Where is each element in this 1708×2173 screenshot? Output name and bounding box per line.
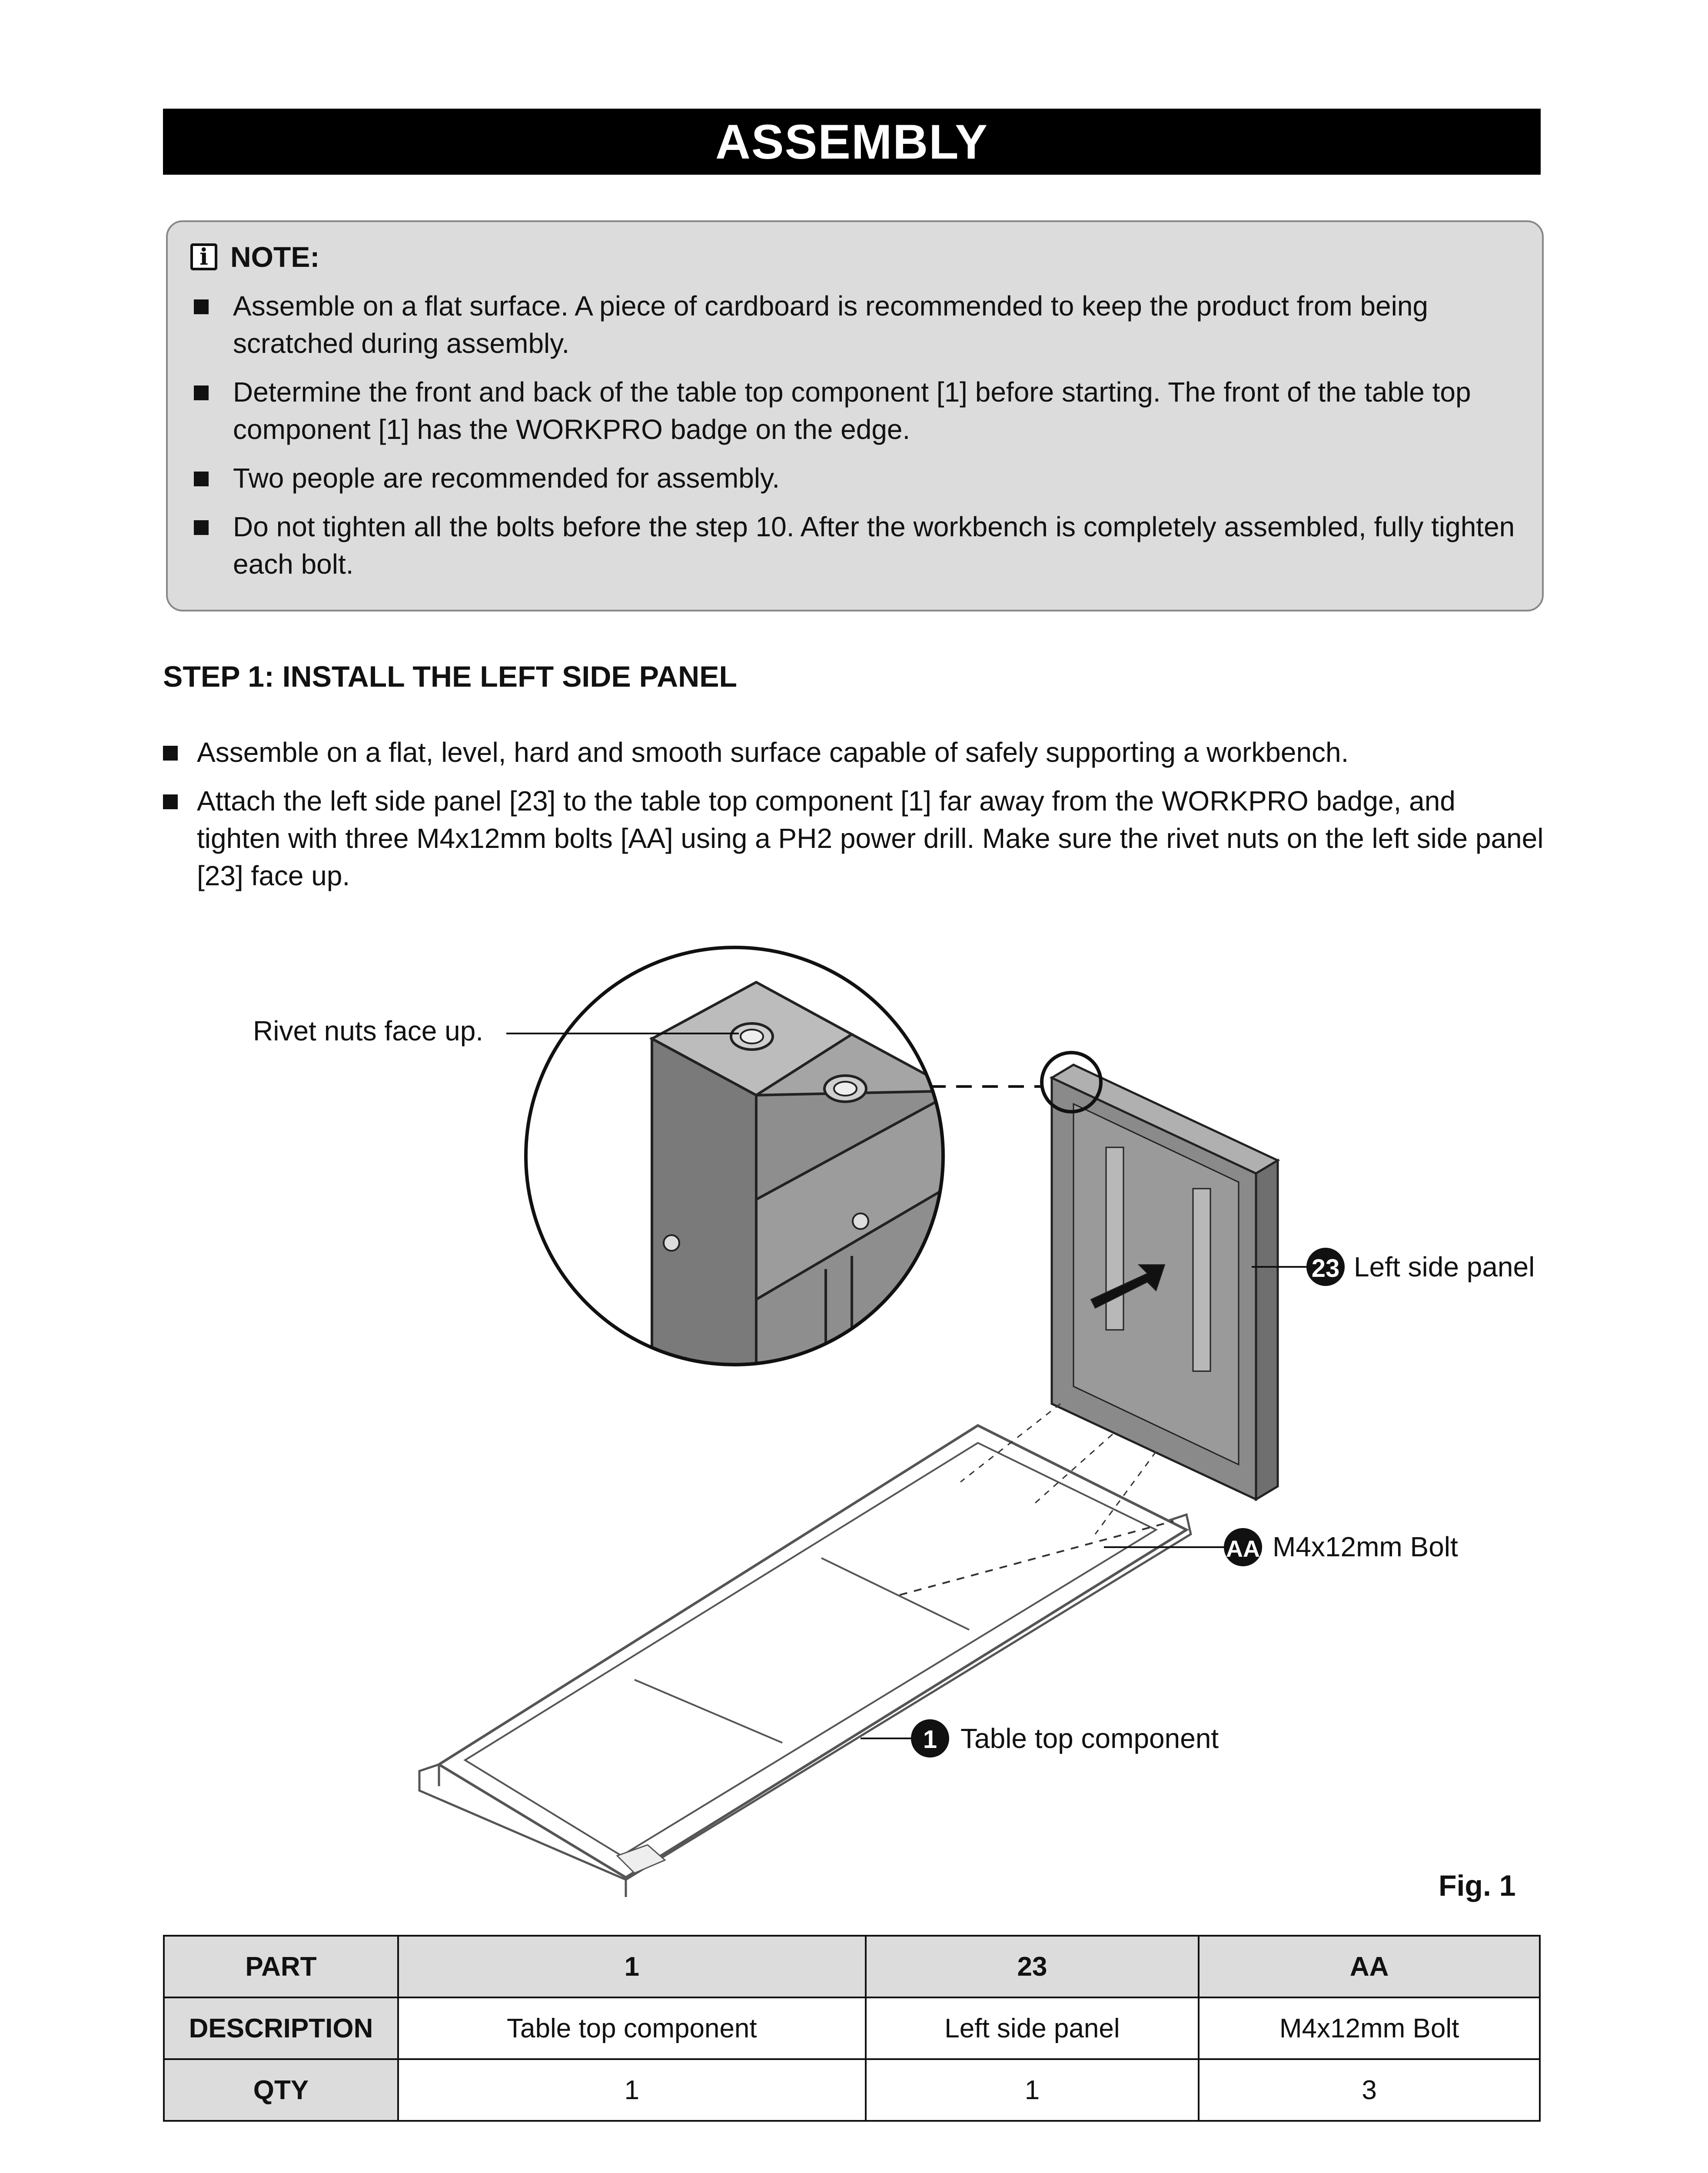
table-cell: 3 <box>1199 2059 1540 2121</box>
badge-1 <box>911 1719 949 1758</box>
svg-text:AA: AA <box>1226 1536 1260 1562</box>
table-cell: AA <box>1199 1936 1540 1997</box>
step-title: STEP 1: INSTALL THE LEFT SIDE PANEL <box>163 660 738 693</box>
note-list <box>194 287 1519 594</box>
assembly-illustration <box>0 921 1708 1930</box>
table-cell: Left side panel <box>866 1997 1199 2059</box>
bolt-label: M4x12mm Bolt <box>1273 1531 1458 1562</box>
note-box <box>166 220 1544 611</box>
bullet-square-icon <box>163 746 178 761</box>
table-cell: DESCRIPTION <box>164 1997 398 2059</box>
bullet-square-icon <box>194 299 209 314</box>
table-top-label: Table top component <box>960 1723 1219 1754</box>
note-title: NOTE: <box>230 241 320 273</box>
table-cell: PART <box>164 1936 398 1997</box>
section-title: ASSEMBLY <box>715 114 988 169</box>
table-cell: Table top component <box>398 1997 866 2059</box>
table-cell: M4x12mm Bolt <box>1199 1997 1540 2059</box>
bullet-square-icon <box>194 520 209 535</box>
step-item: Attach the left side panel [23] to the table top component [1] far away from the WORKPRO badge, and tighten with three M4x12mm bolts [AA] using a PH2 power drill. Make sure the rivet nuts on the left side panel [23] face up. <box>163 782 1545 894</box>
bullet-square-icon <box>194 385 209 400</box>
step-item: Assemble on a flat, level, hard and smooth surface capable of safely supporting a workbench. <box>163 734 1545 771</box>
info-icon: i <box>190 243 217 270</box>
svg-text:23: 23 <box>1311 1254 1340 1283</box>
step-list <box>163 734 1545 906</box>
table-cell: 23 <box>866 1936 1199 1997</box>
table-top-drawing <box>419 1425 1191 1897</box>
table-header-row <box>164 1936 1540 1997</box>
table-cell: 1 <box>398 1936 866 1997</box>
table-row <box>164 1997 1540 2059</box>
table-row <box>164 2059 1540 2121</box>
table-cell: 1 <box>866 2059 1199 2121</box>
rivet-callout-label: Rivet nuts face up. <box>253 1015 484 1047</box>
section-header <box>163 109 1541 175</box>
table-cell: QTY <box>164 2059 398 2121</box>
figure-caption: Fig. 1 <box>1439 1869 1516 1902</box>
note-item: Do not tighten all the bolts before the step 10. After the workbench is completely assembled, fully tighten each bolt. <box>194 508 1519 583</box>
badge-23 <box>1306 1248 1345 1286</box>
badge-aa <box>1224 1528 1262 1566</box>
table-cell: 1 <box>398 2059 866 2121</box>
note-item: Two people are recommended for assembly. <box>194 459 1519 497</box>
rivet-nut-detail <box>506 939 956 1399</box>
note-heading <box>190 240 319 273</box>
note-item: Assemble on a flat surface. A piece of cardboard is recommended to keep the product from being scratched during assembly. <box>194 287 1519 362</box>
left-side-panel-label: Left side panel <box>1354 1251 1535 1283</box>
parts-table <box>163 1935 1541 2122</box>
assembly-figure <box>0 921 1708 1930</box>
svg-text:1: 1 <box>923 1725 937 1754</box>
note-item: Determine the front and back of the table top component [1] before starting. The front of the table top component [1] has the WORKPRO badge on the edge. <box>194 373 1519 448</box>
bullet-square-icon <box>194 472 209 486</box>
bullet-square-icon <box>163 794 178 809</box>
